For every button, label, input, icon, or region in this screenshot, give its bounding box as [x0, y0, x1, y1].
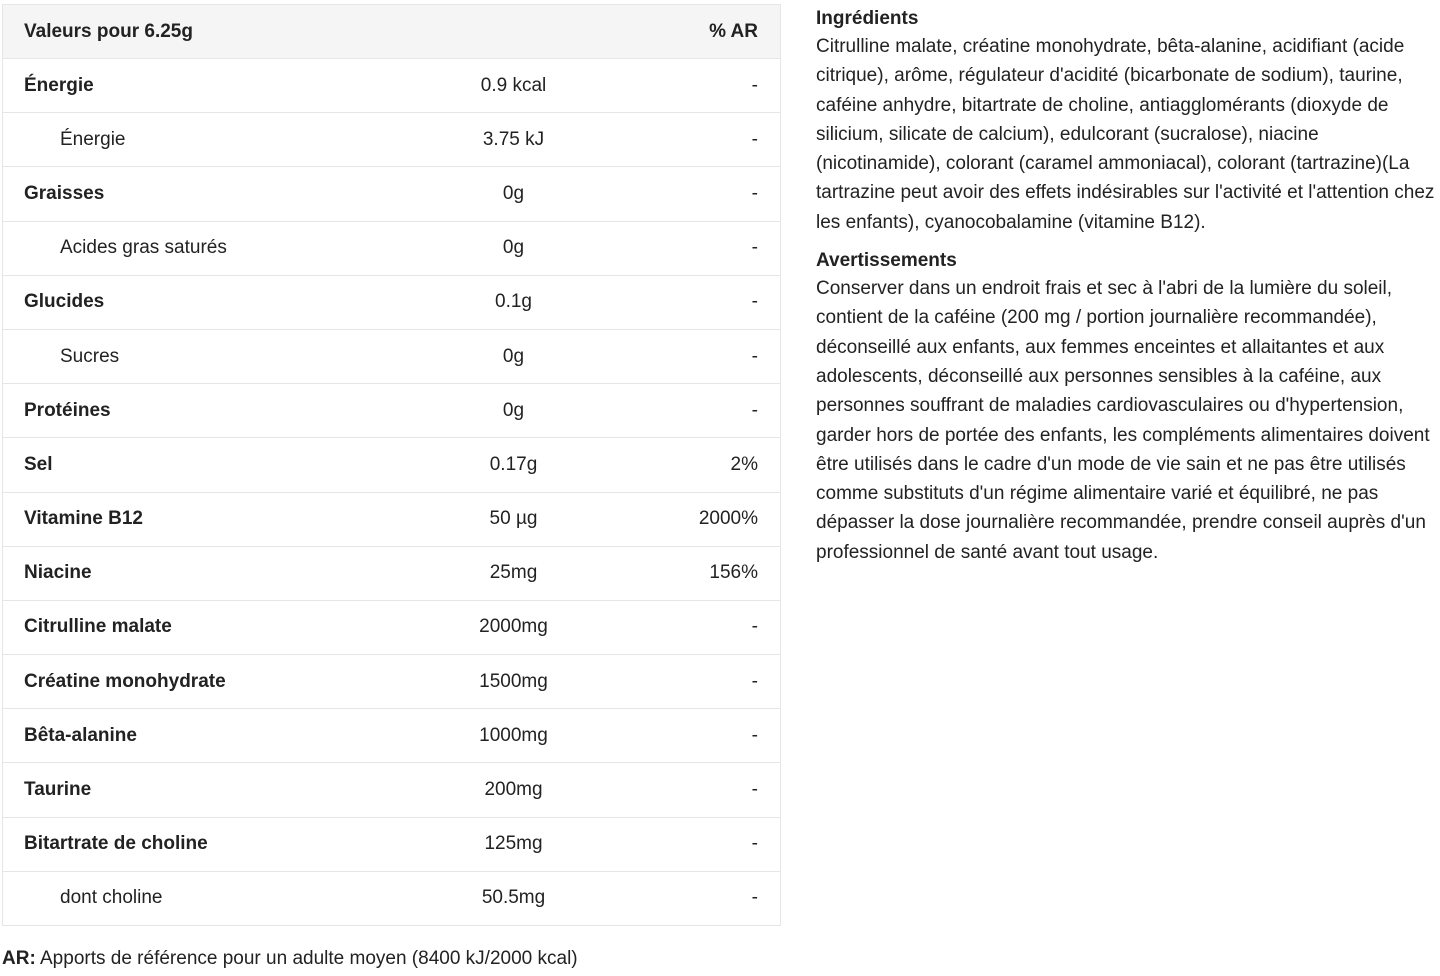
nutrient-name: Sucres: [3, 329, 383, 383]
table-row: [3, 275, 781, 329]
nutrient-value: 0.9 kcal: [383, 59, 645, 113]
nutrient-value: 1000mg: [383, 709, 645, 763]
nutrient-value: 0g: [383, 329, 645, 383]
nutrient-ar: 156%: [645, 546, 781, 600]
nutrient-ar: -: [645, 384, 781, 438]
table-row: [3, 763, 781, 817]
nutrition-panel: [2, 4, 780, 926]
nutrient-name: Glucides: [3, 275, 383, 329]
nutrient-value: 200mg: [383, 763, 645, 817]
nutrient-name: dont choline: [3, 871, 383, 925]
table-row: [3, 546, 781, 600]
header-serving: Valeurs pour 6.25g: [3, 5, 383, 59]
table-row: [3, 871, 781, 925]
warnings-text: Conserver dans un endroit frais et sec à l'abri de la lumière du soleil, contient de la caféine (200 mg / portion journalière recommandée), déconseillé aux enfants, aux femmes enceintes et allaitantes et aux adolescents, déconseillé aux personnes sensibles à la caféine, aux personnes souffrant de maladies cardiovasculaires ou d'hypertension, garder hors de portée des enfants, les compléments alimentaires doivent être utilisés dans le cadre d'un mode de vie sain et ne pas être utilisés comme substituts d'un régime alimentaire varié et équilibré, ne pas dépasser la dose journalière recommandée, prendre conseil auprès d'un professionnel de santé avant tout usage.: [816, 278, 1430, 563]
footnote-text: Apports de référence pour un adulte moyen (8400 kJ/2000 kcal): [35, 948, 578, 969]
warnings-title: Avertissements: [816, 250, 957, 272]
nutrient-ar: -: [645, 59, 781, 113]
nutrient-name: Taurine: [3, 763, 383, 817]
nutrient-ar: -: [645, 600, 781, 654]
nutrient-value: 0g: [383, 384, 645, 438]
nutrient-ar: -: [645, 709, 781, 763]
ingredients-text: Citrulline malate, créatine monohydrate, bêta-alanine, acidifiant (acide citrique), arôme, régulateur d'acidité (bicarbonate de sodium), taurine, caféine anhydre, bitartrate de choline, antiagglomérants (dioxyde de silicium, silicate de calcium), edulcorant (sucralose), niacine (nicotinamide), colorant (caramel ammoniacal), colorant (tartrazine)(La tartrazine peut avoir des effets indésirables sur l'activité et l'attention chez les enfants), cyanocobalamine (vitamine B12).: [816, 36, 1435, 233]
nutrient-ar: -: [645, 275, 781, 329]
ar-footnote: [2, 946, 578, 972]
table-row: [3, 438, 781, 492]
nutrient-value: 2000mg: [383, 600, 645, 654]
nutrient-ar: -: [645, 221, 781, 275]
nutrient-name: Protéines: [3, 384, 383, 438]
nutrient-name: Vitamine B12: [3, 492, 383, 546]
nutrient-name: Bitartrate de choline: [3, 817, 383, 871]
nutrient-value: 125mg: [383, 817, 645, 871]
table-row: [3, 59, 781, 113]
footnote-label: AR:: [2, 948, 36, 969]
nutrient-value: 0g: [383, 221, 645, 275]
nutrient-name: Énergie: [3, 59, 383, 113]
nutrient-ar: 2%: [645, 438, 781, 492]
nutrient-ar: -: [645, 655, 781, 709]
nutrient-ar: -: [645, 167, 781, 221]
header-value: [383, 5, 645, 59]
nutrient-value: 25mg: [383, 546, 645, 600]
nutrient-name: Sel: [3, 438, 383, 492]
warnings-section: [816, 247, 1436, 567]
table-row: [3, 329, 781, 383]
table-row: [3, 384, 781, 438]
nutrition-table-body: [3, 59, 781, 926]
table-row: [3, 709, 781, 763]
nutrient-value: 3.75 kJ: [383, 113, 645, 167]
nutrient-name: Graisses: [3, 167, 383, 221]
ingredients-section: [816, 5, 1436, 237]
table-row: [3, 600, 781, 654]
nutrient-value: 0g: [383, 167, 645, 221]
nutrient-name: Acides gras saturés: [3, 221, 383, 275]
nutrient-value: 1500mg: [383, 655, 645, 709]
nutrient-name: Citrulline malate: [3, 600, 383, 654]
nutrient-value: 50.5mg: [383, 871, 645, 925]
header-ar: % AR: [645, 5, 781, 59]
nutrient-name: Niacine: [3, 546, 383, 600]
product-info: [816, 5, 1436, 567]
nutrient-value: 50 µg: [383, 492, 645, 546]
table-row: [3, 655, 781, 709]
ingredients-title: Ingrédients: [816, 8, 919, 29]
table-header-row: [3, 5, 781, 59]
table-row: [3, 817, 781, 871]
table-row: [3, 492, 781, 546]
nutrient-ar: -: [645, 817, 781, 871]
table-row: [3, 167, 781, 221]
nutrient-name: Créatine monohydrate: [3, 655, 383, 709]
nutrient-ar: -: [645, 763, 781, 817]
nutrient-value: 0.1g: [383, 275, 645, 329]
nutrient-name: Bêta-alanine: [3, 709, 383, 763]
nutrition-table: [2, 4, 781, 926]
table-row: [3, 113, 781, 167]
table-row: [3, 221, 781, 275]
nutrient-ar: -: [645, 113, 781, 167]
nutrient-name: Énergie: [3, 113, 383, 167]
nutrient-ar: -: [645, 871, 781, 925]
nutrient-ar: -: [645, 329, 781, 383]
nutrient-ar: 2000%: [645, 492, 781, 546]
nutrient-value: 0.17g: [383, 438, 645, 492]
